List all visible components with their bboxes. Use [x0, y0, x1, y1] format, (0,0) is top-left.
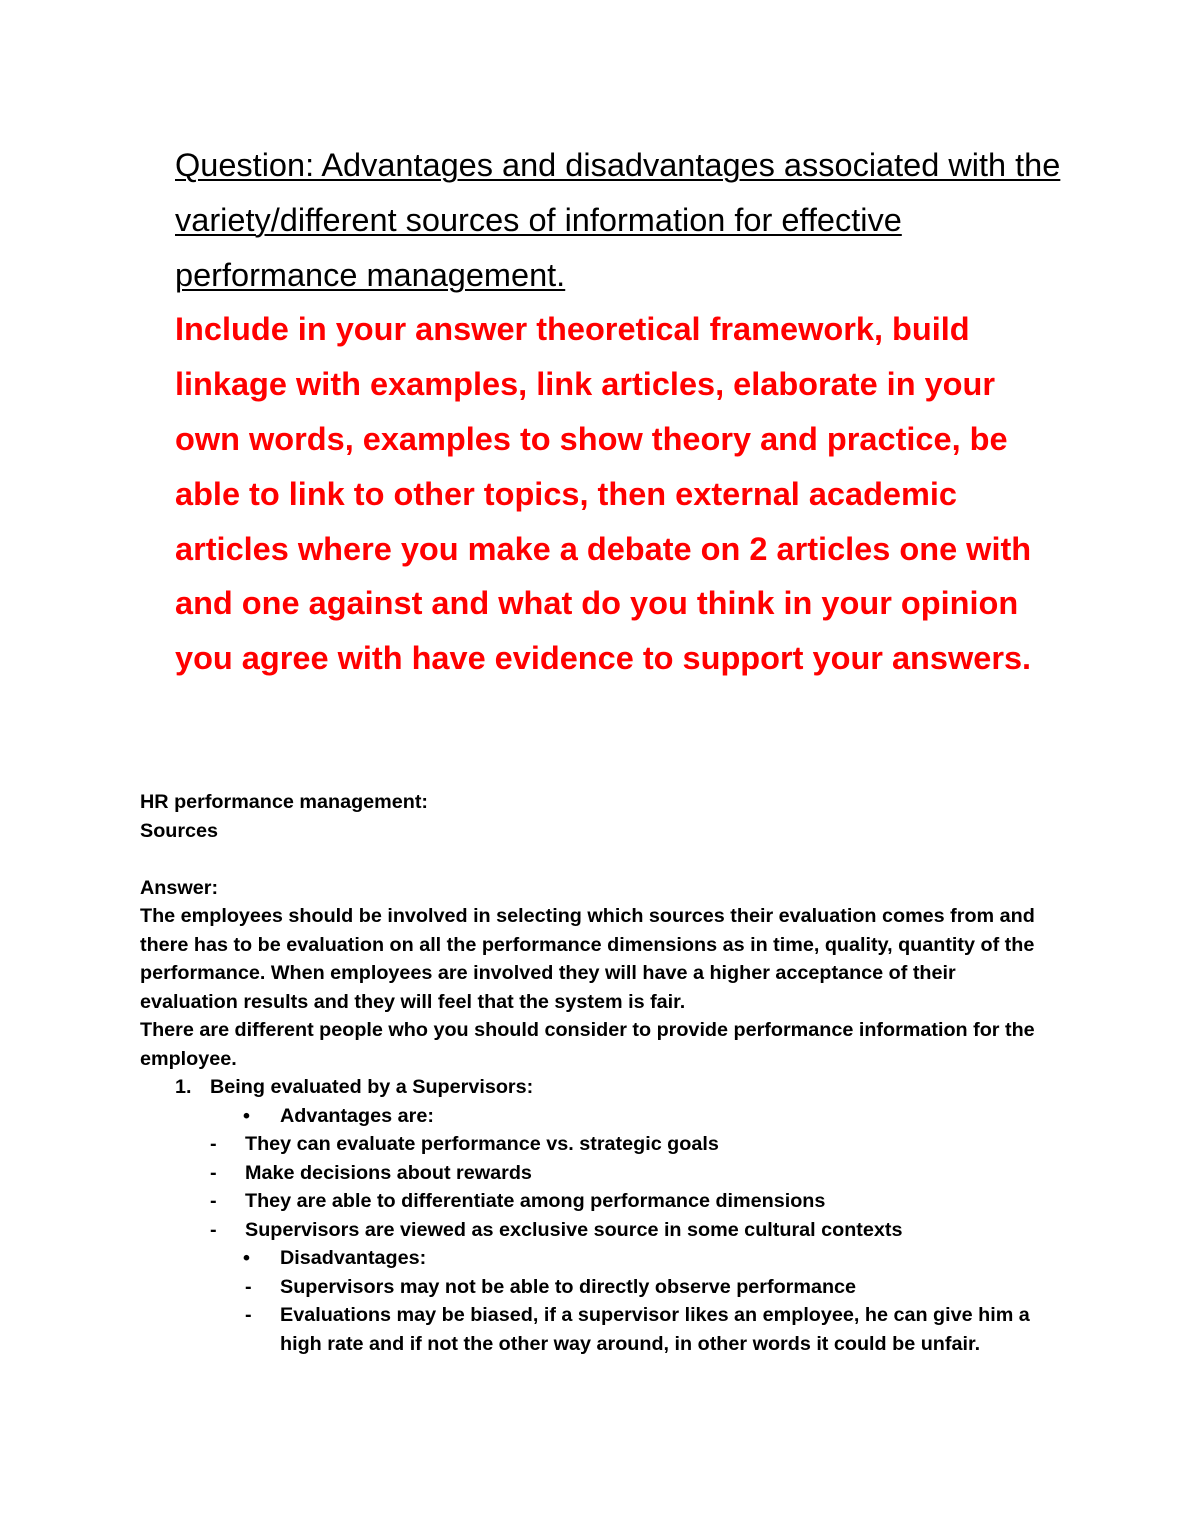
answer-paragraph-1: The employees should be involved in selecting which sources their evaluation comes from and there has to be evaluation on all the performance dimensions as in time, quality, quantity of the performance. When employees are involved they will have a higher acceptance of their evaluation results and they will feel that the system is fair. [140, 905, 1035, 1013]
bullet-marker: • [243, 1104, 250, 1127]
advantage-text: They are able to differentiate among performance dimensions [245, 1190, 826, 1212]
dash-marker: - [210, 1161, 217, 1184]
list-item-title: Being evaluated by a Supervisors: [210, 1076, 534, 1098]
advantage-item [140, 1216, 1050, 1245]
disadvantage-text: Supervisors may not be able to directly observe performance [280, 1275, 857, 1298]
question-block [175, 138, 1065, 686]
question-title: Question: Advantages and disadvantages associated with the variety/different sources of information for effective performance management. [175, 147, 1061, 293]
advantage-text: They can evaluate performance vs. strategic goals [245, 1133, 719, 1155]
list-number: 1. [175, 1076, 192, 1098]
dash-marker: - [210, 1133, 217, 1155]
advantage-item [140, 1187, 1050, 1216]
question-instructions: Include in your answer theoretical framework, build linkage with examples, link articles, elaborate in your own words, examples to show theory and practice, be able to link to other topics, then external academic articles where you make a debate on 2 articles one with and one against and what do you think in your opinion you agree with have evidence to support your answers. [175, 311, 1032, 677]
advantage-text: Make decisions about rewards [245, 1161, 532, 1184]
section-subheading: Sources [140, 819, 219, 842]
blank-line [140, 845, 1050, 874]
advantages-label: Advantages are: [280, 1104, 434, 1127]
advantage-item [140, 1130, 1050, 1159]
answer-label: Answer: [140, 876, 219, 899]
disadvantages-heading [140, 1244, 1050, 1273]
answer-paragraph-2: There are different people who you should consider to provide performance information for the employee. [140, 1019, 1035, 1070]
disadvantage-item [140, 1301, 1050, 1358]
advantages-heading [140, 1102, 1050, 1131]
disadvantages-label: Disadvantages: [280, 1247, 427, 1269]
section-heading: HR performance management: [140, 791, 428, 813]
advantage-text: Supervisors are viewed as exclusive source in some cultural contexts [245, 1218, 903, 1241]
dash-marker: - [245, 1275, 252, 1298]
disadvantage-text: Evaluations may be biased, if a supervisor likes an employee, he can give him a high rate and if not the other way around, in other words it could be unfair. [280, 1304, 1030, 1355]
dash-marker: - [210, 1218, 217, 1241]
list-item-supervisors [140, 1073, 1050, 1102]
dash-marker: - [245, 1304, 252, 1326]
disadvantage-item [140, 1273, 1050, 1302]
advantage-item [140, 1159, 1050, 1188]
dash-marker: - [210, 1190, 217, 1212]
answer-body [140, 788, 1050, 1358]
bullet-marker: • [243, 1247, 250, 1269]
